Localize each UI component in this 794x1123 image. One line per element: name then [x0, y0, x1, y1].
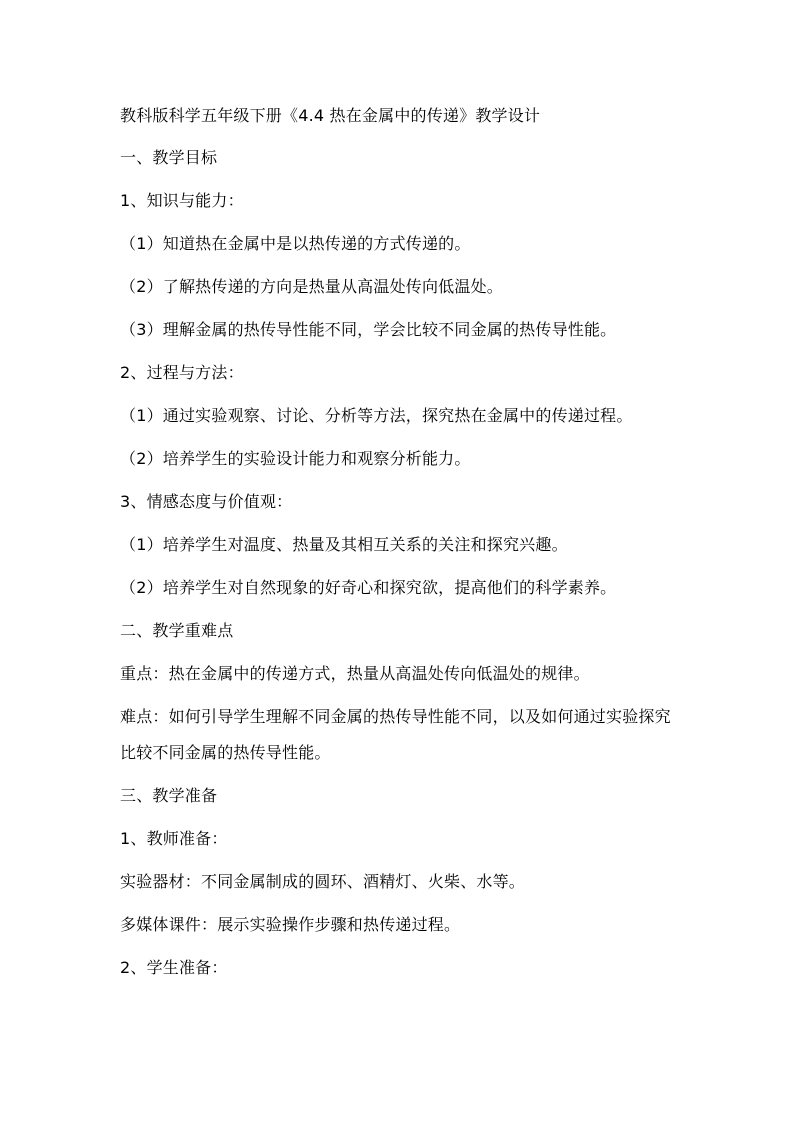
subheading-teacher: 1、教师准备： — [120, 829, 228, 848]
section-heading-key-points: 二、教学重难点 — [120, 621, 234, 640]
materials-text: 实验器材：不同金属制成的圆环、酒精灯、火柴、水等。 — [120, 872, 526, 891]
subheading-knowledge: 1、知识与能力： — [120, 191, 244, 210]
list-item: （2）培养学生的实验设计能力和观察分析能力。 — [120, 449, 471, 468]
multimedia-text: 多媒体课件：展示实验操作步骤和热传递过程。 — [120, 915, 461, 934]
list-item: （2）培养学生对自然现象的好奇心和探究欲，提高他们的科学素养。 — [120, 578, 617, 597]
list-item: （1）通过实验观察、讨论、分析等方法，探究热在金属中的传递过程。 — [120, 406, 633, 425]
list-item: （3）理解金属的热传导性能不同，学会比较不同金属的热传导性能。 — [120, 320, 617, 339]
list-item: （1）知道热在金属中是以热传递的方式传递的。 — [120, 234, 471, 253]
document-title: 教科版科学五年级下册《4.4 热在金属中的传递》教学设计 — [120, 106, 541, 125]
subheading-student: 2、学生准备： — [120, 958, 228, 977]
section-heading-preparation: 三、教学准备 — [120, 786, 218, 805]
subheading-emotion: 3、情感态度与价值观： — [120, 492, 293, 511]
list-item: （1）培养学生对温度、热量及其相互关系的关注和探究兴趣。 — [120, 535, 568, 554]
section-heading-objectives: 一、教学目标 — [120, 148, 218, 167]
subheading-process: 2、过程与方法： — [120, 363, 244, 382]
list-item: （2）了解热传递的方向是热量从高温处传向低温处。 — [120, 277, 503, 296]
difficulty-text: 难点：如何引导学生理解不同金属的热传导性能不同，以及如何通过实验探究比较不同金属的热传导性能。 — [120, 707, 671, 762]
key-point-text: 重点：热在金属中的传递方式，热量从高温处传向低温处的规律。 — [120, 664, 590, 683]
document-body — [120, 104, 680, 999]
